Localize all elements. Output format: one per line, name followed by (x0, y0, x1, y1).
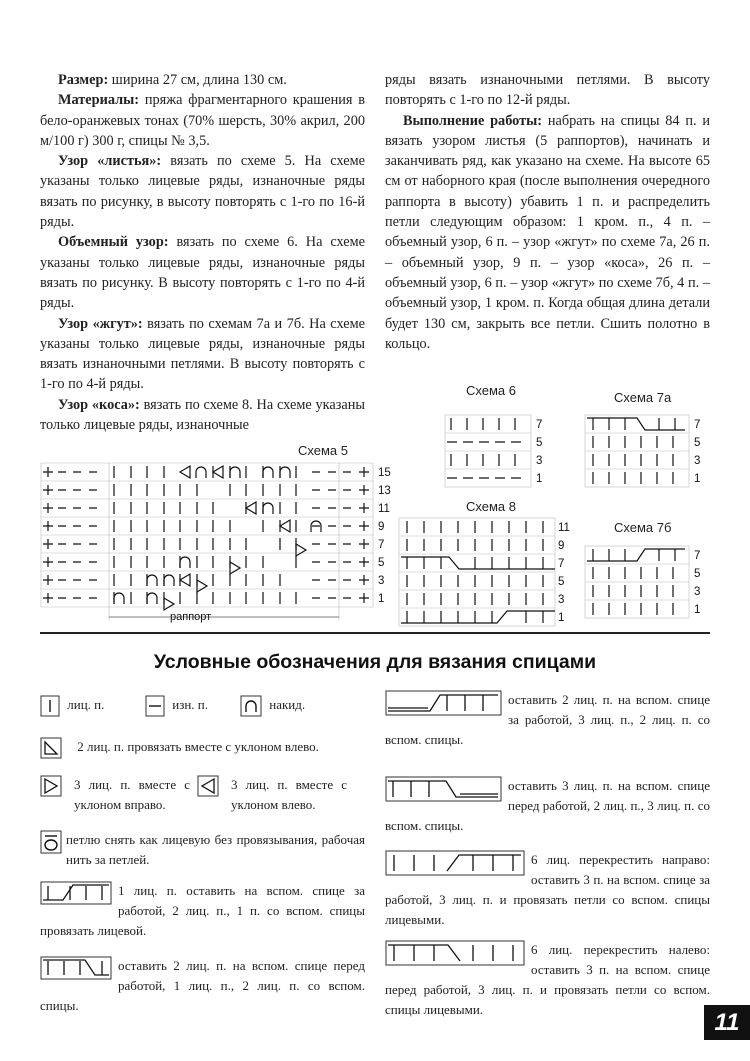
materials-paragraph: Материалы: пряжа фрагментарного крашения в бело-оранжевых тонах (70% шерсть, 30% акрил, 200 м/100 г) 300 г, спицы № 3,5. (40, 92, 365, 149)
chart5-row-label: 1 (378, 593, 385, 605)
legend-slip: петлю снять как лицевую без провязывания, рабочая нить за петлей. (40, 830, 365, 870)
yarn-over-icon (240, 695, 262, 717)
section-divider (40, 632, 710, 634)
chart5-row-label: 11 (378, 503, 390, 515)
chart5-row-label: 13 (378, 485, 391, 497)
chart8-title: Схема 8 (466, 499, 516, 514)
leaves-pattern-paragraph: Узор «листья»: вязать по схеме 5. На схеме указаны только лицевые ряды, изнаночные ряды вязать по рисунку, в высоту повторять с 1-го по 16-й ряды. (40, 153, 365, 231)
chart8-row-label: 9 (558, 540, 565, 552)
legend-yarn-over: накид. (240, 695, 305, 717)
chart8-row-label: 7 (558, 558, 565, 570)
chart7a-row-label: 7 (694, 419, 701, 431)
volume-pattern-paragraph: Объемный узор: вязать по схеме 6. На схеме указаны только лицевые ряды, изнаночные ряды вязать по рисунку. В высоту повторять с 1-го по 4-й ряды. (40, 234, 366, 312)
chart6-row-label: 1 (536, 473, 543, 485)
chart8-row-label: 11 (558, 522, 570, 534)
legend-cross-6-right: 6 лиц. перекрестить направо: оставить 3 п. на вспом. спице за работой, 3 лиц. п. и провязать петли со вспом. спицы лицевыми. (385, 852, 710, 927)
chart5-row-label: 3 (378, 575, 385, 587)
chart5-rapport-label: раппорт (170, 611, 212, 623)
legend-cross-3-2-front: оставить 3 лиц. п. на вспом. спице перед работой, 2 лиц. п., 3 лиц. п. со вспом. спицы. (385, 778, 710, 833)
chart6 (444, 414, 554, 490)
chart7b-row-label: 7 (694, 550, 701, 562)
cable-pattern-paragraph: Узор «жгут»: вязать по схемам 7а и 7б. На схеме указаны только лицевые ряды, изнаночные ряды вязать изнаночными петлями. В высоту повторять с 1-го по 4-й ряды. (40, 315, 365, 393)
chart5-row-label: 15 (378, 467, 391, 479)
chart7b-title: Схема 7б (614, 520, 672, 535)
legend-knit: лиц. п. (40, 695, 104, 717)
legend-k2tog-left: 2 лиц. п. провязать вместе с уклоном влево. (40, 737, 370, 759)
chart7a-row-label: 5 (694, 437, 701, 449)
chart7a-row-label: 3 (694, 455, 701, 467)
legend-cross-2-1-front: оставить 2 лиц. п. на вспом. спице перед работой, 1 лиц. п., 2 лиц. п. со вспом. спицы. (40, 958, 365, 1013)
chart8-row-label: 5 (558, 576, 565, 588)
page-number: 11 (704, 1005, 750, 1040)
legend-k3tog-left: 3 лиц. п. вместе с уклоном влево. (197, 775, 347, 815)
cable-6-right-icon (385, 850, 525, 876)
chart6-row-label: 7 (536, 419, 543, 431)
legend-title: Условные обозначения для вязания спицами (153, 651, 597, 673)
chart5-row-label: 9 (378, 521, 385, 533)
chart7b (584, 545, 714, 621)
chart8 (398, 517, 578, 629)
chart5-row-label: 5 (378, 557, 385, 569)
braid-pattern-paragraph: Узор «коса»: вязать по схеме 8. На схеме указаны только лицевые ряды, изнаночные (40, 396, 365, 434)
cable-3-2-front-icon (385, 776, 502, 802)
chart7b-row-label: 1 (694, 604, 701, 616)
k3tog-left-icon (197, 775, 219, 797)
left-column (40, 70, 365, 435)
chart7a-title: Схема 7а (614, 390, 672, 405)
k2tog-left-icon (40, 737, 62, 759)
chart8-row-label: 1 (558, 612, 565, 624)
cable-6-left-icon (385, 940, 525, 966)
chart8-row-label: 3 (558, 594, 565, 606)
chart6-row-label: 3 (536, 455, 543, 467)
legend-cross-1-2-back: 1 лиц. п. оставить на вспом. спице за работой, 2 лиц. п., 1 п. со вспом. спицы провязать лицевой. (40, 883, 365, 938)
legend-cross-6-left: 6 лиц. перекрестить налево: оставить 3 п. на вспом. спице перед работой, 3 лиц. п. и провязать петли со вспом. спицы лицевыми. (385, 942, 710, 1017)
chart5 (40, 462, 412, 626)
slip-stitch-icon (40, 830, 62, 854)
legend-cross-2-3-back: оставить 2 лиц. п. на вспом. спице за работой, 3 лиц. п., 2 лиц. п. со вспом. спицы. (385, 692, 710, 747)
chart5-title: Схема 5 (298, 443, 348, 458)
chart5-row-label: 7 (378, 539, 385, 551)
chart6-title: Схема 6 (466, 383, 516, 398)
braid-continuation: ряды вязать изнаночными петлями. В высоту повторять с 1-го по 12-й ряды. (385, 72, 710, 109)
chart7a (584, 414, 714, 490)
work-paragraph: Выполнение работы: набрать на спицы 84 п. и вязать узором листья (5 раппортов), начинать и заканчивать ряд, как указано на схеме. На высоте 65 см от наборного края (после выполнения очередного раппорта в высоту) убавить 1 п. и распределить петли следующим образом: 1 кром. п., 4 п. – объемный узор, 6 п. – узор «жгут» по схеме 7а, 26 п. – объемный узор, 9 п. – узор «коса», 26 п. – объемный узор, 6 п. – узор «жгут» по схеме 7б, 4 п. – объемный узор, 1 кром. п. Когда общая длина детали будет 130 см, закрыть все петли. Сшить полотно в кольцо. (385, 112, 710, 352)
cable-1-2-back-icon (40, 881, 112, 905)
chart7b-row-label: 3 (694, 586, 701, 598)
right-column (385, 70, 710, 354)
cable-2-3-back-icon (385, 690, 502, 716)
legend-k3tog-right: 3 лиц. п. вместе с уклоном вправо. (40, 775, 190, 815)
legend-purl: изн. п. (145, 695, 208, 717)
chart7b-row-label: 5 (694, 568, 701, 580)
chart7a-row-label: 1 (694, 473, 701, 485)
size-paragraph: Размер: ширина 27 см, длина 130 см. (58, 72, 287, 88)
knit-stitch-icon (40, 695, 60, 717)
cable-2-1-front-icon (40, 956, 112, 980)
k3tog-right-icon (40, 775, 62, 797)
purl-stitch-icon (145, 695, 165, 717)
chart6-row-label: 5 (536, 437, 543, 449)
